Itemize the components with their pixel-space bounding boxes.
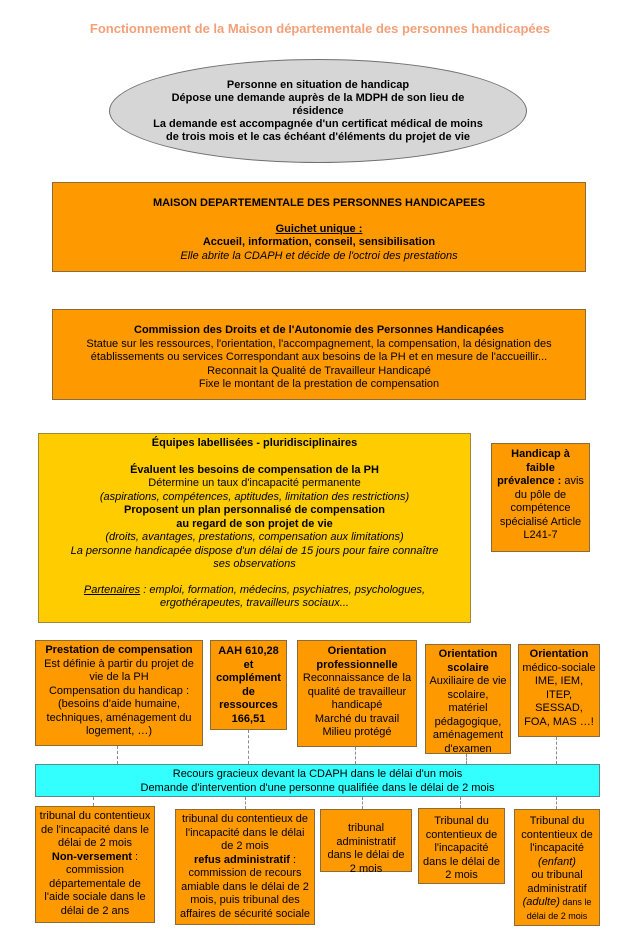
orientation-pro-text-3: Milieu protégé (322, 726, 392, 738)
tribunal-1-bold: Non-versement (51, 850, 132, 863)
tribunal-box-4 (418, 808, 505, 884)
tribunal-5-small: dans le délai de 2 mois (526, 897, 592, 921)
tribunal-5-enfant: (enfant) (538, 855, 576, 868)
eval-line: Détermine un taux d'incapacité permanente (148, 477, 361, 489)
connector-line (362, 797, 363, 809)
tribunal-1-text-2: : commission départementale de l'aide sociale dans le délai de 2 ans (44, 850, 146, 917)
mdph-box (52, 182, 586, 272)
tribunal-5-ou: ou tribunal administratif (527, 869, 587, 895)
orientation-pro-box (297, 640, 417, 747)
connector-line (93, 797, 94, 806)
page-title: Fonctionnement de la Maison départementale des personnes handicapées (89, 21, 551, 36)
tribunal-1-text: tribunal du contentieux de l'incapacité dans le délai de 2 mois (39, 810, 151, 849)
cdaph-line-1: Statue sur les ressources, l'orientation, l'accompagnement, la compensation, la désignation des établissements ou services Correspondant aux besoins de la PH et en mesure de l'accueillir... (86, 337, 552, 363)
orientation-pro-title: Orientation professionnelle (316, 645, 398, 671)
orientation-scolaire-title: Orientation scolaire (438, 648, 498, 674)
plan-title-1: Proposent un plan personnalisé de compensation (124, 504, 385, 516)
orientation-scolaire-text: Auxiliaire de vie scolaire, matériel pédagogique, aménagement d'examen (429, 675, 507, 755)
delai-text: La personne handicapée dispose d'un délai de 15 jours pour faire connaître ses observations (70, 544, 439, 570)
equipes-title: Équipes labellisées - pluridisciplinaires (151, 437, 358, 449)
recours-line-2: Demande d'intervention d'une personne qualifiée dans le délai de 2 mois (140, 781, 495, 794)
tribunal-box-5 (514, 809, 600, 926)
cdaph-line-3: Fixe le montant de la prestation de compensation (198, 378, 440, 390)
connector-line (355, 747, 356, 764)
eval-note: (aspirations, compétences, aptitudes, limitation des restrictions) (99, 490, 410, 503)
request-ellipse (109, 59, 527, 163)
tribunal-2-bold: refus administratif (193, 853, 290, 866)
connector-line (466, 754, 467, 764)
faible-title: Handicap à faible prévalence : (497, 448, 570, 487)
prestation-title: Prestation de compensation (45, 644, 193, 656)
partenaires-label: Partenaires (83, 583, 141, 596)
request-line-2: Dépose une demande auprès de la MDPH de son lieu de résidence (171, 91, 465, 117)
connector-line (245, 797, 246, 809)
connector-line (556, 737, 557, 764)
guichet-line: Accueil, information, conseil, sensibilisation (202, 236, 436, 248)
connector-line (556, 797, 557, 809)
cdaph-line-2: Reconnait la Qualité de Travailleur Handicapé (207, 364, 431, 377)
cdaph-title: Commission des Droits et de l'Autonomie des Personnes Handicapées (134, 324, 504, 336)
plan-title-2: au regard de son projet de vie (176, 517, 333, 530)
partenaires (49, 584, 460, 611)
orientation-medico-box (518, 644, 600, 737)
request-line-3: La demande est accompagnée d'un certificat médical de moins de trois mois et le cas échéant d'éléments du projet de vie (153, 117, 483, 143)
recours-line-1: Recours gracieux devant la CDAPH dans le délai d'un mois (172, 768, 463, 780)
prestation-box (35, 640, 203, 746)
tribunal-box-2 (175, 809, 315, 925)
tribunal-2-text-2: : commission de recours amiable dans le délai de 2 mois, puis tribunal des affaires de sécurité sociale (179, 853, 311, 920)
orientation-pro-text-2: Marché du travail (314, 712, 400, 725)
guichet-label: Guichet unique : (275, 222, 363, 235)
eval-title: Évaluent les besoins de compensation de la PH (130, 463, 379, 476)
aah-box (210, 640, 287, 730)
request-line-1: Personne en situation de handicap (226, 78, 410, 91)
orientation-medico-text: médico-sociale IME, IEM, ITEP, SESSAD, FOA, MAS …! (522, 661, 596, 728)
tribunal-5-adulte: (adulte) (522, 896, 560, 908)
plan-note: (droits, avantages, prestations, compensation aux limitations) (105, 531, 404, 543)
cdaph-box (52, 309, 586, 400)
tribunal-box-3 (320, 809, 412, 875)
connector-line (117, 746, 118, 764)
tribunal-4-text: Tribunal du contentieux de l'incapacité dans le délai de 2 mois (422, 815, 501, 881)
equipes-box (38, 433, 471, 623)
faible-text: avis du pôle de compétence spécialisé Article L241-7 (499, 475, 584, 541)
guichet-note: Elle abrite la CDAPH et décide de l'octroi des prestations (180, 249, 458, 262)
orientation-medico-title: Orientation (529, 648, 589, 660)
prestation-text-2: Compensation du handicap : (besoins d'aide humaine, techniques, aménagement du logement, …) (46, 684, 192, 737)
orientation-scolaire-box (425, 644, 511, 754)
connector-line (460, 797, 461, 808)
tribunal-3-text: tribunal administratif dans le délai de 2 mois (327, 822, 405, 875)
connector-line (248, 730, 249, 764)
prestation-text: Est définie à partir du projet de vie de la PH (44, 657, 194, 683)
mdph-title: MAISON DEPARTEMENTALE DES PERSONNES HANDICAPEES (152, 197, 486, 209)
faible-prevalence-box (491, 443, 590, 552)
tribunal-box-1 (35, 806, 155, 923)
tribunal-5-text: Tribunal du contentieux de l'incapacité (521, 815, 593, 854)
partenaires-text: : emploi, formation, médecins, psychiatres, psychologues, ergothérapeutes, travailleurs sociaux... (140, 583, 426, 609)
aah-text: AAH 610,28 et complément de ressources 166,51 (216, 645, 281, 725)
tribunal-2-text: tribunal du contentieux de l'incapacité dans le délai de 2 mois (182, 813, 308, 852)
recours-box (35, 764, 600, 797)
orientation-pro-text: Reconnaissance de la qualité de travailleur handicapé (302, 672, 412, 711)
